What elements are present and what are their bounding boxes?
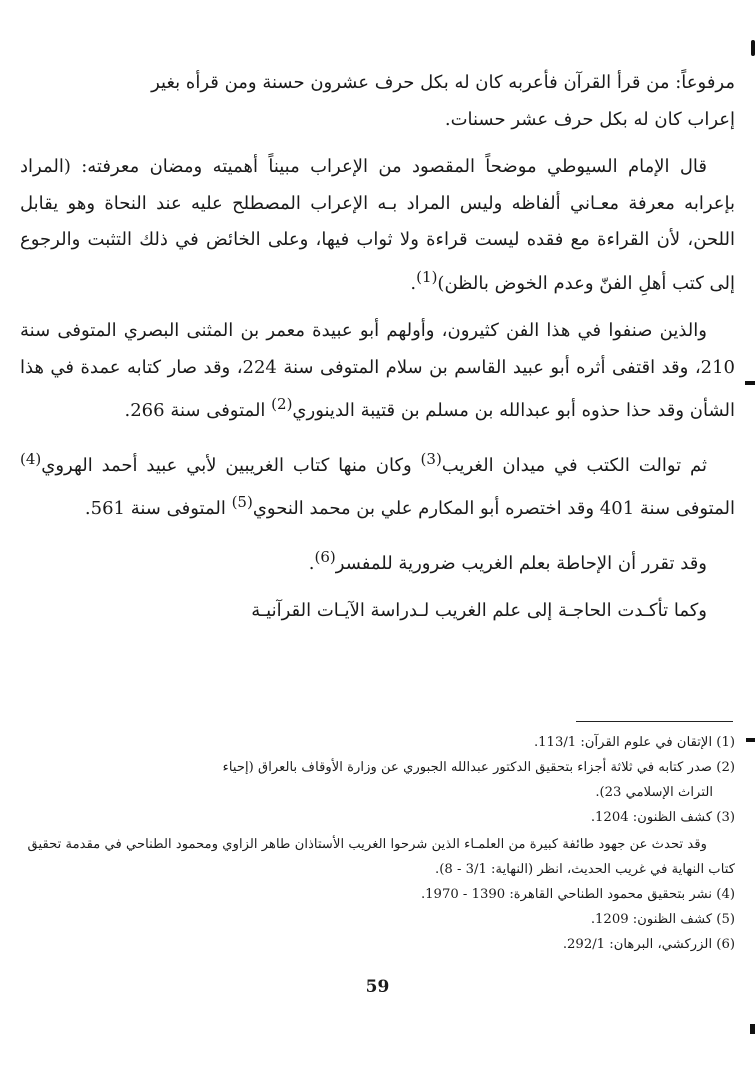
paragraph-1-line-2: إعراب كان له بكل حرف عشر حسنات. [444, 108, 735, 130]
paragraph-4-text-c: المتوفى سنة 401 وقد اختصره أبو المكارم علي بن محمد النحوي [252, 498, 735, 519]
footnote-divider [576, 721, 733, 722]
footnote-ref-2[interactable]: (2) [271, 395, 293, 413]
paragraph-2 [20, 149, 735, 302]
paragraph-5-end: . [308, 552, 315, 574]
paragraph-1-line-1: مرفوعاً: من قرأ القرآن فأعربه كان له بكل حرف عشرون حسنة ومن قرأه بغير [151, 72, 735, 93]
paragraph-3-text-b: المتوفى سنة 266. [124, 400, 272, 421]
footnote-2-continued: التراث الإسلامي 23). [595, 785, 713, 800]
footnote-3: (3) كشف الظنون: 1204. [590, 810, 735, 825]
footnote-ref-6[interactable]: (6) [314, 547, 336, 566]
paragraph-3-text-a: والذين صنفوا في هذا الفن كثيرون، وأولهم أبو عبيدة معمر بن المثنى البصري المتوفى سنة 210، وقد اقتفى أثره أبو عبيد القاسم بن سلام المتوفى سنة 224، وقد صار كتابه عمدة في هذا الشأن وقد حذا حذوه أبو عبدالله بن مسلم بن قتيبة الدينوري [20, 320, 735, 421]
footnote-3-paragraph: وقد تحدث عن جهود طائفة كبيرة من العلمـاء الذين شرحوا الغريب الأستاذان طاهر الزاوي ومحمود الطناحي في مقدمة تحقيق كتاب النهاية في غريب الحديث، انظر (النهاية: 3/1 - 8). [27, 837, 735, 877]
paragraph-4-text-b: وكان منها كتاب الغريبين لأبي عبيد أحمد الهروي [41, 454, 421, 476]
paragraph-3 [20, 313, 735, 430]
footnote-6: (6) الزركشي، البرهان: 292/1. [562, 937, 735, 952]
footnotes [20, 730, 735, 957]
footnote-5: (5) كشف الظنون: 1209. [590, 912, 735, 927]
footnote-ref-1[interactable]: (1) [416, 267, 438, 286]
scan-edge-mark [745, 381, 755, 385]
page-number: 59 [365, 977, 390, 997]
paragraph-6 [20, 593, 735, 630]
paragraph-5-text: وقد تقرر أن الإحاطة بعلم الغريب ضرورية للمفسر [335, 552, 707, 574]
footnote-ref-5[interactable]: (5) [231, 493, 253, 511]
paragraph-6-text: وكما تأكـدت الحاجـة إلى علم الغريب لـدراسة الآيـات القرآنيـة [251, 600, 707, 621]
scan-edge-mark [751, 40, 755, 56]
main-text [20, 65, 735, 630]
footnote-4: (4) نشر بتحقيق محمود الطناحي القاهرة: 1390 - 1970. [420, 887, 735, 902]
scan-edge-mark [746, 738, 755, 742]
paragraph-2-end: . [410, 272, 417, 294]
footnote-1: (1) الإتقان في علوم القرآن: 113/1. [533, 735, 735, 750]
footnote-ref-3[interactable]: (3) [420, 449, 442, 468]
scan-edge-mark [750, 1024, 755, 1034]
footnote-2: (2) صدر كتابه في ثلاثة أجزاء بتحقيق الدكتور عبدالله الجبوري عن وزارة الأوقاف بالعراق (إحياء [222, 760, 735, 775]
paragraph-1 [20, 65, 735, 138]
footnote-ref-4[interactable]: (4) [20, 449, 42, 468]
paragraph-4 [20, 441, 735, 528]
paragraph-4-text-a: ثم توالت الكتب في ميدان الغريب [441, 454, 707, 476]
paragraph-5 [20, 539, 735, 583]
paragraph-2-text: قال الإمام السيوطي موضحاً المقصود من الإعراب مبيناً أهميته ومضان معرفته: (المراد بإعرابه معرفة معـاني ألفاظه وليس المراد بـه الإعراب المصطلح عليه عند النحاة وهو يقابل اللحن، لأن القراءة مع فقده ليست قراءة ولا ثواب فيها، وعلى الخائض في ذلك التثبت والرجوع إلى كتب أهلِ الفنّ وعدم الخوض بالظن) [20, 156, 735, 294]
paragraph-4-text-d: المتوفى سنة 561. [84, 498, 232, 519]
